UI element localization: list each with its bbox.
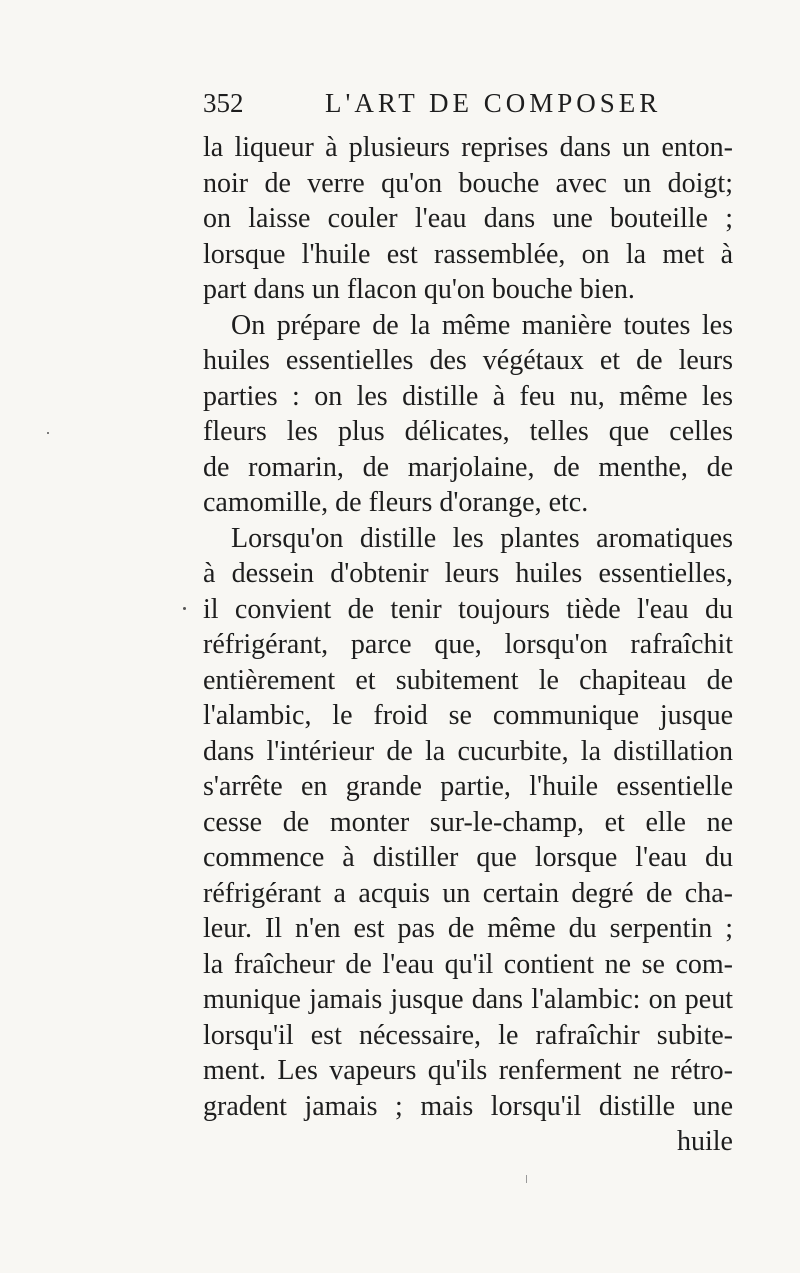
text-line: leur. Il n'en est pas de même du serpentin ; [203,913,733,944]
text-line: camomille, de fleurs d'orange, etc. [203,487,589,518]
page-number: 352 [203,88,244,118]
text-line: noir de verre qu'on bouche avec un doigt; [203,167,733,199]
text-line: lorsqu'il est nécessaire, le rafraîchir subite- [203,1019,733,1051]
text-line: huiles essentielles des végétaux et de leurs [203,345,733,376]
text-line: Lorsqu'on distille les plantes aromatiques [231,522,733,554]
text-line: parties : on les distille à feu nu, même les [203,380,733,412]
text-line: fleurs les plus délicates, telles que celles [203,416,733,447]
text-line: de romarin, de marjolaine, de menthe, de [203,451,733,483]
text-line: gradent jamais ; mais lorsqu'il distille une [203,1090,733,1122]
text-line: entièrement et subitement le chapiteau de [203,664,733,696]
text-line: la fraîcheur de l'eau qu'il contient ne se com- [203,948,733,980]
text-line: s'arrête en grande partie, l'huile essentielle [203,771,733,802]
body-text [203,130,733,1160]
page-header [203,88,743,128]
text-line: ment. Les vapeurs qu'ils renferment ne rétro- [203,1055,733,1086]
paper-speck [526,1175,527,1183]
text-line: commence à distiller que lorsque l'eau du [203,842,733,873]
text-line: la liqueur à plusieurs reprises dans un enton- [203,132,733,163]
text-line: munique jamais jusque dans l'alambic: on peut [203,984,733,1015]
text-line: à dessein d'obtenir leurs huiles essentielles, [203,558,733,589]
text-line: réfrigérant a acquis un certain degré de cha- [203,877,733,909]
text-line: on laisse couler l'eau dans une bouteille ; [203,203,733,234]
paper-speck [183,607,186,610]
paper-speck [47,432,49,434]
text-line: cesse de monter sur-le-champ, et elle ne [203,806,733,838]
text-line: part dans un flacon qu'on bouche bien. [203,274,635,305]
text-line: lorsque l'huile est rassemblée, on la met à [203,238,733,270]
running-title: L'ART DE COMPOSER [325,88,662,118]
text-line: réfrigérant, parce que, lorsqu'on rafraîchit [203,629,733,660]
text-line: dans l'intérieur de la cucurbite, la distillation [203,735,733,767]
text-line: il convient de tenir toujours tiède l'eau du [203,593,733,625]
catchword: huile [677,1126,733,1157]
text-line: l'alambic, le froid se communique jusque [203,700,733,731]
text-line: On prépare de la même manière toutes les [231,309,733,341]
